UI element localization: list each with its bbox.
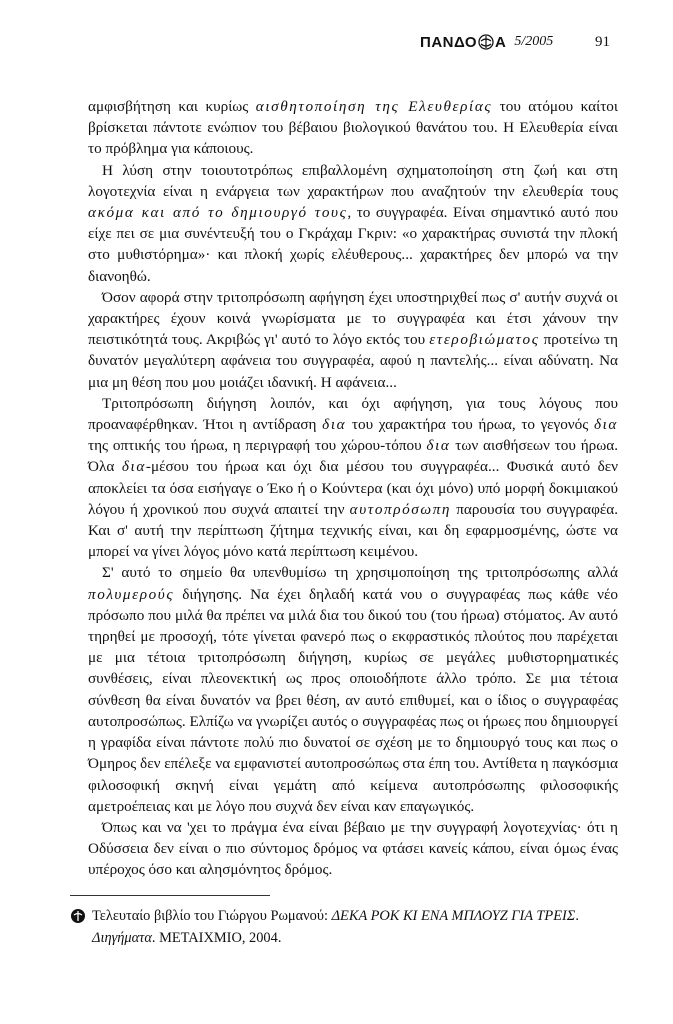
page-number: 91 (595, 33, 610, 50)
emphasized-text: αυτοπρόσωπη (349, 500, 452, 518)
text-segment: Η λύση στην τοιουτοτρόπως επιβαλλομένη σχηματοποίηση στη ζωή και στη λογοτεχνία είναι η ενάργεια των χαρακτήρων που αναζητούν την ελευθερία τους (88, 161, 618, 200)
emphasized-text: δια (593, 416, 618, 434)
text-segment: Σ' αυτό το σημείο θα υπενθυμίσω τη χρησιμοποίηση της τριτοπρόσωπης αλλά (102, 564, 618, 582)
emphasized-text: δια (426, 437, 451, 455)
magazine-name (420, 34, 506, 51)
paragraph (88, 287, 618, 393)
emphasized-text: δια (322, 416, 347, 434)
text-segment: της οπτικής του ήρωα, η περιγραφή του χώρου-τόπου (88, 437, 427, 455)
text-segment: των αισθήσεων του ήρωα. Όλα (88, 437, 618, 476)
magazine-name-right: Α (495, 33, 507, 51)
emphasized-text: ακόμα και από το δημιουργό τους (88, 204, 348, 222)
footnote-logo-icon (70, 908, 86, 924)
emphasized-text: αισθητοποίηση της Ελευθερίας (255, 98, 493, 115)
footnote-suffix: . ΜΕΤΑΙΧΜΙΟ, 2004. (151, 930, 282, 946)
text-segment: του ατόμου καίτοι βρίσκεται πάντοτε ενώπιον του βέβαιου βιολογικού θανάτου του. Η Ελευθερία είναι το πρόβλημα για κάποιους. (88, 98, 618, 158)
article-body (88, 96, 618, 881)
emphasized-text: ετεροβιώματος (429, 331, 540, 349)
paragraph (88, 562, 618, 816)
footnote-subtitle: Διηγήματα (92, 930, 152, 946)
footnote-rule (70, 895, 270, 896)
text-segment: Τριτοπρόσωπη διήγηση λοιπόν, και όχι αφήγηση, για τους λόγους που προαναφέρθηκαν. Ήτοι η αντίδραση (88, 394, 618, 434)
footnote-prefix: Τελευταίο βιβλίο του Γιώργου Ρωμανού: (92, 908, 332, 924)
paragraph (88, 817, 618, 881)
magazine-name-left: ΠΑΝΔΟ (420, 33, 478, 51)
text-segment: προτείνω τη δυνατόν μεγαλύτερη αφάνεια του συγγραφέα, αφού η παντελής... είναι αδύνατη. Να μια μη θέση που μου μοιάζει ιδανική. Η αφάνεια... (88, 331, 618, 391)
paragraph (88, 393, 618, 563)
footnote-book-title: ΔΕΚΑ ΡΟΚ ΚΙ ΕΝΑ ΜΠΛΟΥΖ ΓΙΑ ΤΡΕΙΣ (331, 908, 576, 924)
footnote (70, 905, 630, 949)
text-segment: διήγησης. Να έχει δηλαδή κατά νου ο συγγραφέας πως κάθε νέο πρόσωπο που μιλά θα πρέπει να μιλά δια του δικού του (του ήρωα) στόματος. Αν αυτό τηρηθεί με προσοχή, τότε γίνεται φανερό πως ο εκφραστικός πλούτος που παρέχεται με μια τέτοια τριτοπρόσωπη διήγηση, κυρίως σε μεγάλες μυθιστορηματικές συνθέσεις, είναι πλεονεκτική ως προς οποιοδήποτε άλλο τρόπο. Σε μια τέτοια σύνθεση θα είναι δυνατόν να βρει θέση, αν αυτό επιθυμεί, και ο ίδιος ο συγγραφέας αυτοπροσώπως. Ελπίζω να γνωρίζει αυτός ο συγγραφέας πως οι ήρωες που δημιουργεί η γραφίδα είναι πάντοτε πολύ πιο δυνατοί σε σχέση με το δημιουργό τους και πως ο Όμηρος δεν επέλεξε να εμφανιστεί αυτοπροσώπως στα έπη του. Αντίθετα η παγκόσμια φιλοσοφική σκηνή είναι γεμάτη από κείμενα αυτοπρόσωπης φιλοσοφικής αμετροέπειας και με λόγο που συχνά δεν είναι καν επαγωγικός. (88, 585, 618, 815)
footnote-separator: . (575, 908, 579, 924)
emphasized-text: δια (121, 458, 146, 476)
text-segment: παρουσία του συγγραφέα. Και σ' αυτή την περίπτωση ζήτημα τεχνικής είναι, και δη εφαρμοσμένης, ώστε να μπορεί να γίνει λόγος μόνο κατά περίπτωση κειμένου. (88, 500, 618, 561)
emphasized-text: πολυμερούς (88, 585, 175, 603)
paragraph (88, 160, 618, 287)
text-segment: του χαρακτήρα του ήρωα, το γεγονός (346, 416, 594, 434)
text-segment: -μέσου του ήρωα και όχι δια μέσου του συγγραφέα... Φυσικά αυτό δεν αποκλείει τα όσα εισήγαγε ο Έκο ή ο Κούντερα (και όχι μόνο) υπό μορφή δοκιμιακού λόγου ή χρονικού που συχνά απαιτεί την (88, 458, 618, 518)
running-header (420, 30, 610, 54)
footnote-text (92, 905, 630, 949)
magazine-logo-icon (478, 34, 494, 50)
text-segment: , το συγγραφέα. Είναι σημαντικό αυτό που είχε πει σε μια συνέντευξή του ο Γκράχαμ Γκριν: «ο χαρακτήρας συνιστά την πλοκή στο μυθιστόρημα»· και πλοκή χωρίς ελέυθερους... χαρακτήρες δεν μπορώ να την διανοηθώ. (88, 204, 618, 285)
text-segment: αμφισβήτηση και κυρίως (88, 98, 256, 115)
text-segment: Όσον αφορά στην τριτοπρόσωπη αφήγηση έχει υποστηριχθεί πως σ' αυτήν συχνά οι χαρακτήρες έχουν κοινά γνωρίσματα με το συγγραφέα και έτσι χάνουν την πειστικότητά τους. Ακριβώς γι' αυτό το λόγο εκτός του (88, 288, 618, 349)
paragraph (88, 96, 618, 160)
issue-number: 5/2005 (514, 34, 554, 49)
text-segment: Όπως και να 'χει το πράγμα ένα είναι βέβαιο με την συγγραφή λογοτεχνίας· ότι η Οδύσσεια δεν είναι ο πιο σύντομος δρόμος να φτάσει κανείς κάπου, είναι όμως ένας υπέροχος όσο και αλησμόνητος δρόμος. (88, 818, 618, 879)
